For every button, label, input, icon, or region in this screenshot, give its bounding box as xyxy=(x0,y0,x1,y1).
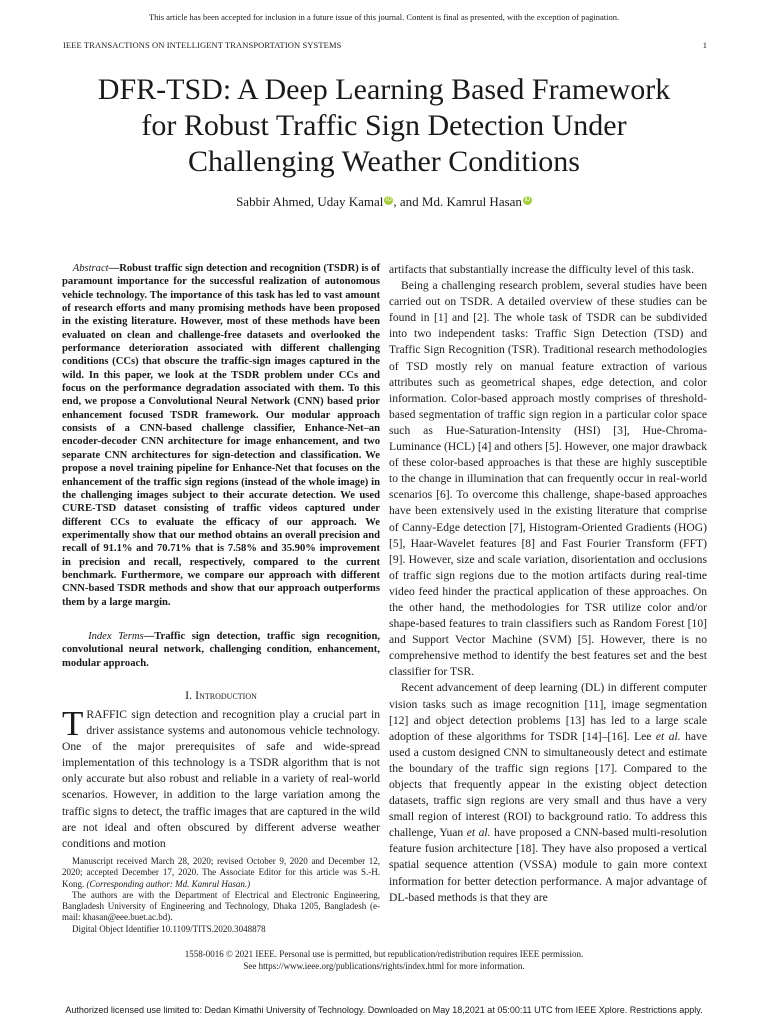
intro-text: sign detection and recognition play a crucial part in driver assistance systems and autonomous vehicle technology. One of the major prerequisites of safe and wide-spread implementation of this technology is a TSDR algorithm that is not only accurate but also robust and reliable in a variety of real-world scenarios. However, in addition to the large variation among the traffic signs to detect, the traffic images that are captured in the wild are not ideal and often obscured by different adverse weather conditions and motion xyxy=(62,708,380,850)
corresponding-author: (Corresponding author: Md. Kamrul Hasan.) xyxy=(86,878,251,889)
abstract-label: Abstract xyxy=(72,263,109,274)
paragraph: artifacts that substantially increase the difficulty level of this task. xyxy=(389,263,694,276)
license-footer: Authorized licensed use limited to: Dedan Kimathi University of Technology. Downloaded on May 18,2021 at 05:00:11 UTC from IEEE Xplore. Restrictions apply. xyxy=(65,1005,703,1015)
copyright-notice xyxy=(0,948,768,972)
paragraph-text: have proposed a CNN-based multi-resolution feature fusion architecture [18]. They have also proposed a vertical spatial sequence attention (VSSA) module to gain more context information for better detection performance. A major advantage of DL-based methods is that they are xyxy=(389,826,707,904)
first-word: RAFFIC xyxy=(86,708,127,721)
copyright-line: 1558-0016 © 2021 IEEE. Personal use is permitted, but republication/redistribution requires IEEE permission. xyxy=(184,949,584,959)
footnote xyxy=(62,856,380,935)
footnote-dates: Manuscript received March 28, 2020; revised October 9, 2020 and December 12, 2020; accepted December 17, 2020. The Associate Editor for this article was S.-H. Kong. xyxy=(62,856,380,889)
page-number: 1 xyxy=(702,40,707,50)
paragraph: Being a challenging research problem, several studies have been carried out on TSDR. A detailed overview of these studies can be found in [1] and [2]. The whole task of TSDR can be subdivided into two independent tasks: Traffic Sign Detection (TSD) and Traffic Sign Recognition (TSR). Traditional research methodologies of TSD mostly rely on manual feature extraction of various attributes such as geometrical shapes, edge detection, and color information. Color-based approach mostly comprises of threshold-based segmentation of traffic sign region in a particular color space such as Hue-Saturation-Intensity (HSI) [3], Hue-Chroma-Luminance (HCL) [4] and others [5]. However, one major drawback of these color-based approaches is that these are highly susceptible to the change in illumination that can frequently occur in real-world scenarios [6]. To overcome this challenge, shape-based approaches have been extensively used in the existing literature that comprise of Canny-Edge detection [7], Histogram-Oriented Gradients (HOG) [5], Haar-Wavelet features [8] and Fast Fourier Transform (FFT) [9]. However, size and scale variation, disorientation and occlusions of traffic sign regions due to the motion artifacts during real-time video feed hinder the practical application of these approaches. On the other hand, the methodologies for TSR utilize color and/or shape-based features to train classifiers such as Random Forest [10] and Support Vector Machine (SVM) [5]. However, there is no comprehensive method to identify the best features set and the best classifier for TSR. xyxy=(389,279,707,679)
paragraph xyxy=(389,680,707,905)
orcid-icon[interactable]: iD xyxy=(524,196,531,203)
author-names-part2: , and Md. Kamrul Hasan xyxy=(393,194,522,209)
abstract-text: Robust traffic sign detection and recognition (TSDR) is of paramount importance for the successful realization of autonomous vehicle technology. The importance of this task has led to vast amount of research efforts and many promising methods have been proposed in the existing literature. However, most of these methods have been evaluated on clean and challenge-free datasets and overlooked the performance deterioration associated with different challenging conditions (CCs) that obscure the traffic-sign images captured in the wild. In this paper, we look at the TSDR problem under CCs and focus on the performance degradation associated with them. To this end, we propose a Convolutional Neural Network (CNN) based prior enhancement focused TSDR framework. Our modular approach consists of a CNN-based challenge classifier, Enhance-Net–an encoder-decoder CNN architecture for image enhancement, and two separate CNN architectures for sign-detection and classification. We propose a novel training pipeline for Enhance-Net that focuses on the enhancement of the traffic sign regions (instead of the whole image) in the challenging images subject to their accurate detection. We used CURE-TSD dataset consisting of traffic videos captured under different CCs to evaluate the efficacy of our approach. We experimentally show that our method obtains an overall precision and recall of 91.1% and 70.71% that is 7.58% and 35.90% improvement in precision and recall, respectively, compared to the current benchmark. Furthermore, we compare our approach with different CNN-based TSDR methods and show that our approach outperforms them by a large margin. xyxy=(62,263,380,608)
section-heading xyxy=(62,688,380,703)
footnote-manuscript xyxy=(62,856,380,890)
title-line: for Robust Traffic Sign Detection Under xyxy=(141,109,627,142)
section-title: Introduction xyxy=(195,688,257,702)
title-line: DFR-TSD: A Deep Learning Based Framework xyxy=(97,73,671,106)
author-list xyxy=(0,194,768,210)
footnote-doi: Digital Object Identifier 10.1109/TITS.2020.3048878 xyxy=(72,923,266,934)
index-terms: Index Terms—Traffic sign detection, traffic sign recognition, convolutional neural network, challenging condition, enhancement, modular approach. xyxy=(62,631,380,669)
paragraph-text: have used a custom designed CNN to simultaneously detect and estimate the boundary of the traffic sign regions [17]. Compared to the objects that frequently appear in the existing object detection datasets, traffic sign regions are very small and thus have a very small region of interest (ROI) to background ratio. To address this challenge, Yuan xyxy=(389,729,707,840)
index-terms-text: Traffic sign detection, traffic sign recognition, convolutional neural network, challenging condition, enhancement, modular approach. xyxy=(62,631,380,669)
paragraph-text: Recent advancement of deep learning (DL) in different computer vision tasks such as image recognition [11], image segmentation [12] and object detection problems [13] has led to a large scale adoption of these algorithms for TSDR [14]–[16]. Lee xyxy=(389,681,707,743)
right-column-text xyxy=(389,262,707,906)
intro-paragraph xyxy=(62,704,380,852)
copyright-line: See https://www.ieee.org/publications/rights/index.html for more information. xyxy=(243,961,525,971)
footnote-affiliation: The authors are with the Department of Electrical and Electronic Engineering, Bangladesh University of Engineering and Technology, Dhaka 1205, Bangladesh (e-mail: khasan@eee.buet.ac.bd). xyxy=(62,889,380,923)
et-al: et al. xyxy=(466,826,491,840)
author-names-part1: Sabbir Ahmed, Uday Kamal xyxy=(236,194,384,209)
drop-cap: T xyxy=(62,704,84,743)
journal-name: IEEE TRANSACTIONS ON INTELLIGENT TRANSPORTATION SYSTEMS xyxy=(63,40,342,50)
abstract: Abstract—Robust traffic sign detection and recognition (TSDR) is of paramount importance for the successful realization of autonomous vehicle technology. The importance of this task has led to vast amount of research efforts and many promising methods have been proposed in the existing literature. However, most of these methods have been evaluated on clean and challenge-free datasets and overlooked the performance deterioration associated with different challenging conditions (CCs) that obscure the traffic-sign images captured in the wild. In this paper, we look at the TSDR problem under CCs and focus on the performance degradation associated with them. To this end, we propose a Convolutional Neural Network (CNN) based prior enhancement focused TSDR framework. Our modular approach consists of a CNN-based challenge classifier, Enhance-Net–an encoder-decoder CNN architecture for image enhancement, and two separate CNN architectures for sign-detection and classification. We propose a novel training pipeline for Enhance-Net that focuses on the enhancement of the traffic sign regions (instead of the whole image) in the challenging images subject to their accurate detection. We used CURE-TSD dataset consisting of traffic videos captured under different CCs to evaluate the efficacy of our approach. We experimentally show that our method obtains an overall precision and recall of 91.1% and 70.71% that is 7.58% and 35.90% improvement in precision and recall, respectively, compared to the current benchmark. Furthermore, we compare our approach with different CNN-based TSDR methods and show that our approach outperforms them by a large margin. xyxy=(62,263,380,608)
acceptance-notice: This article has been accepted for inclusion in a future issue of this journal. Content is final as presented, with the exception of pagination. xyxy=(148,12,620,22)
orcid-icon[interactable]: iD xyxy=(386,196,392,203)
section-numeral: I. xyxy=(185,688,196,702)
paper-title xyxy=(50,72,718,180)
title-line: Challenging Weather Conditions xyxy=(188,145,580,178)
et-al: et al. xyxy=(655,729,681,743)
index-terms-label: Index Terms xyxy=(88,631,144,642)
